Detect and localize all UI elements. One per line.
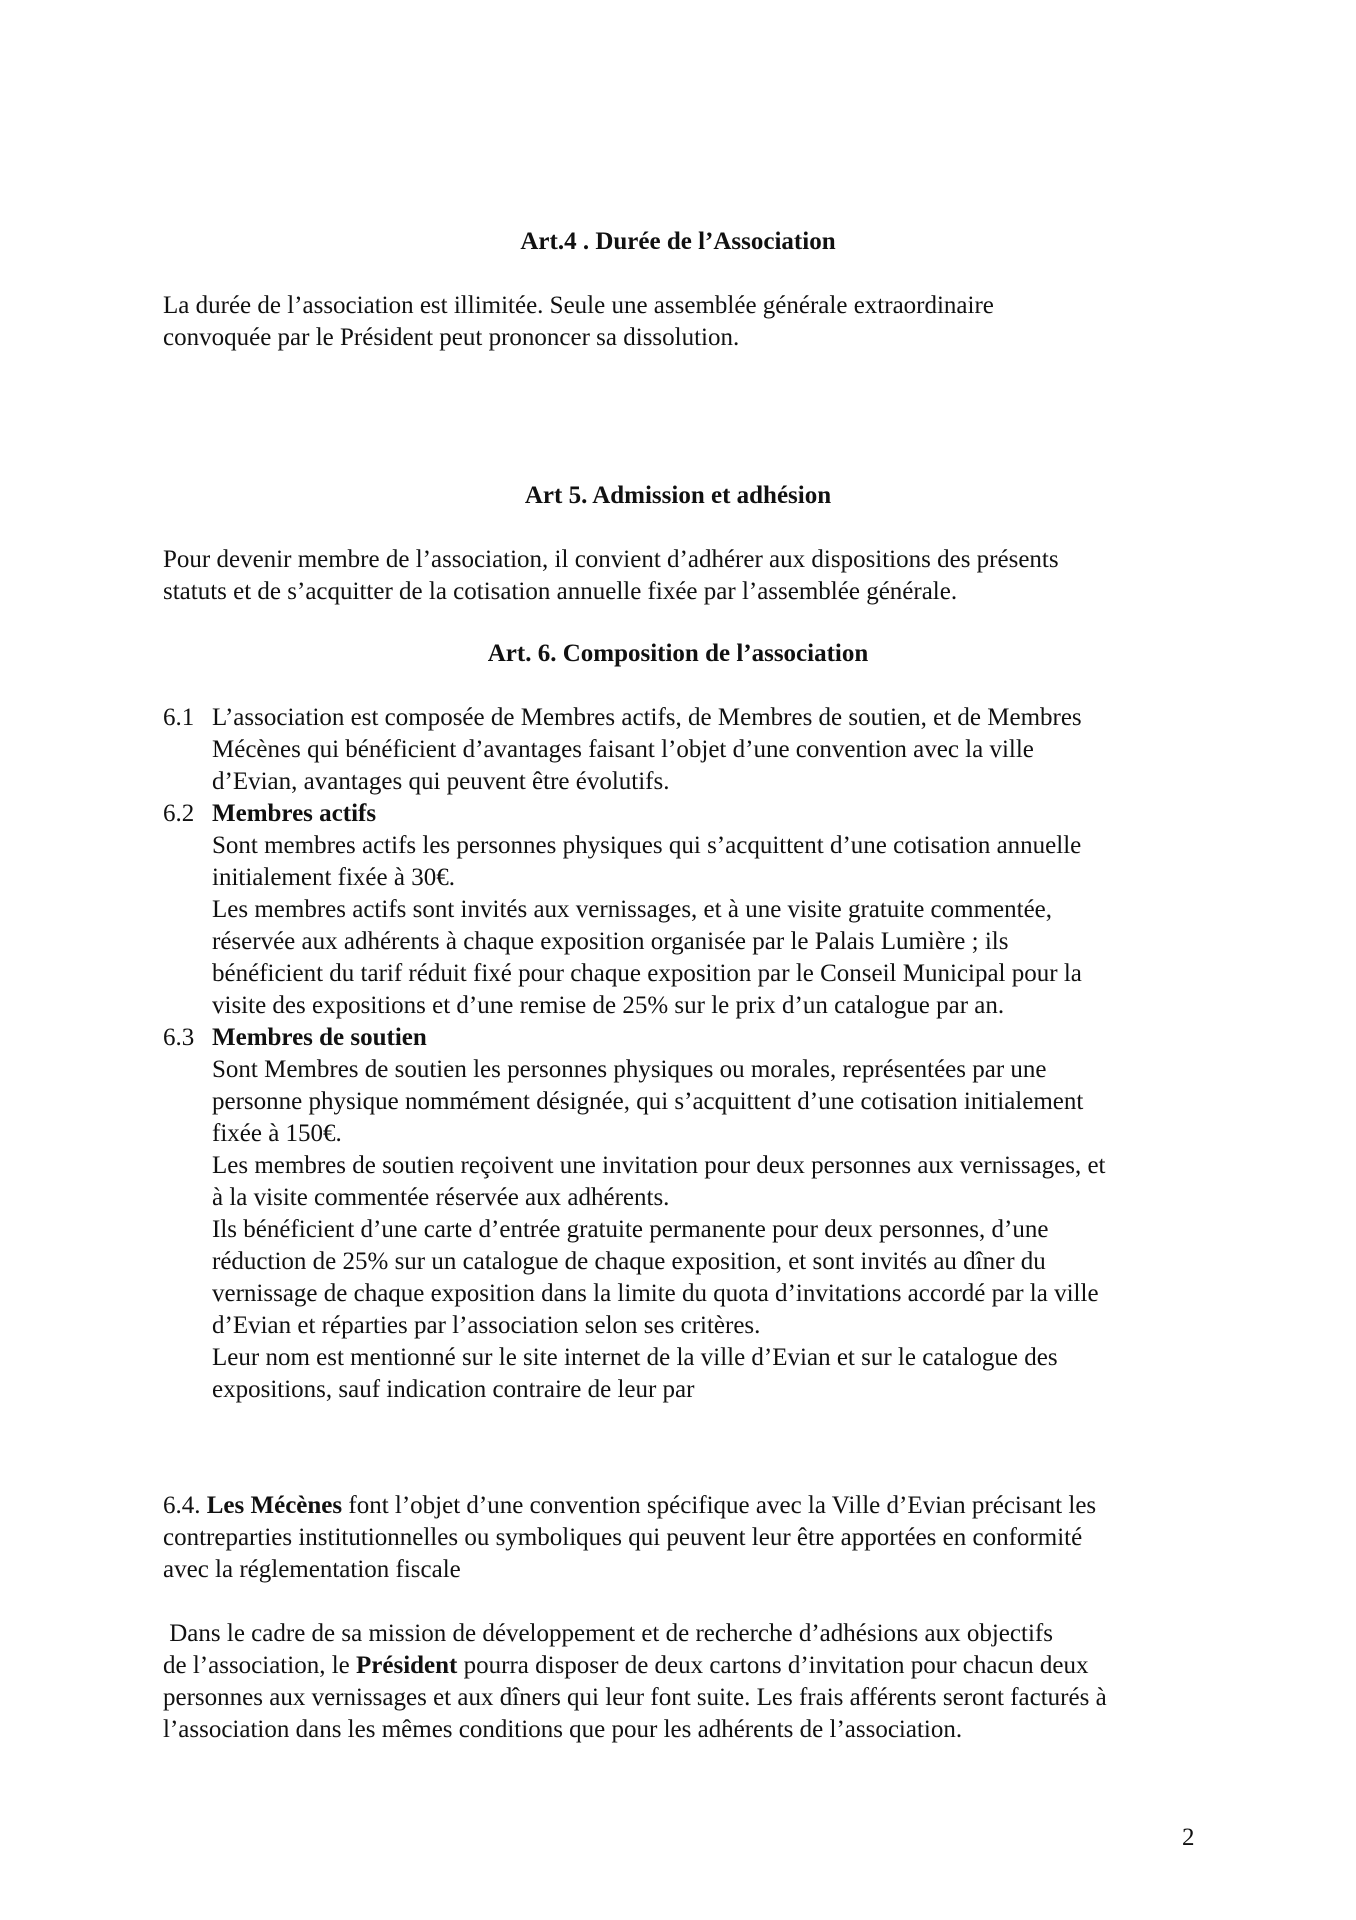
section-6-4-first-line <box>163 1490 1096 1522</box>
section-6-3-line: Leur nom est mentionné sur le site internet de la ville d’Evian et sur le catalogue des <box>212 1344 1058 1371</box>
section-6-2-body <box>212 798 1082 1022</box>
section-6-3-line: Sont Membres de soutien les personnes physiques ou morales, représentées par une <box>212 1056 1047 1083</box>
section-6-4-first-text: font l’objet d’une convention spécifique avec la Ville d’Evian précisant les <box>342 1492 1097 1519</box>
section-6-2-line: initialement fixée à 30€. <box>212 864 455 891</box>
section-6-3-line: expositions, sauf indication contraire de leur par <box>212 1376 695 1403</box>
section-6-4-line: avec la réglementation fiscale <box>163 1556 461 1583</box>
section-6-2-title-line <box>212 798 1082 830</box>
section-6-3-line: fixée à 150€. <box>212 1120 342 1147</box>
section-6-1-body <box>212 702 1082 798</box>
page-number: 2 <box>1182 1824 1195 1851</box>
section-6-2-number: 6.2 <box>163 800 195 827</box>
section-6-2-line: Les membres actifs sont invités aux vernissages, et à une visite gratuite commentée, <box>212 896 1053 923</box>
section-6-3-line: réduction de 25% sur un catalogue de chaque exposition, et sont invités au dîner du <box>212 1248 1046 1275</box>
president-line-2 <box>163 1650 1107 1682</box>
section-6-3-title: Membres de soutien <box>212 1024 427 1051</box>
president-bold: Président <box>356 1652 458 1679</box>
president-line: l’association dans les mêmes conditions que pour les adhérents de l’association. <box>163 1716 963 1743</box>
section-6-4-paragraph <box>163 1490 1096 1586</box>
president-line: personnes aux vernissages et aux dîners qui leur font suite. Les frais afférents seront facturés à <box>163 1684 1107 1711</box>
art4-paragraph <box>163 290 994 354</box>
art4-line: La durée de l’association est illimitée. Seule une assemblée générale extraordinaire <box>163 292 994 319</box>
art4-line: convoquée par le Président peut prononcer sa dissolution. <box>163 324 740 351</box>
section-6-3-number: 6.3 <box>163 1024 195 1051</box>
art4-heading: Art.4 . Durée de l’Association <box>520 228 836 255</box>
president-line: Dans le cadre de sa mission de développement et de recherche d’adhésions aux objectifs <box>163 1620 1053 1647</box>
section-6-3-line: à la visite commentée réservée aux adhérents. <box>212 1184 670 1211</box>
section-6-1-line: L’association est composée de Membres actifs, de Membres de soutien, et de Membres <box>212 704 1082 731</box>
section-6-3-body <box>212 1022 1106 1406</box>
section-6-4-number: 6.4. <box>163 1492 201 1519</box>
section-6-2-line: bénéficient du tarif réduit fixé pour chaque exposition par le Conseil Municipal pour la <box>212 960 1082 987</box>
section-6-2-title: Membres actifs <box>212 800 377 827</box>
president-line2-pre: de l’association, le <box>163 1652 356 1679</box>
section-6-2-line: Sont membres actifs les personnes physiques qui s’acquittent d’une cotisation annuelle <box>212 832 1082 859</box>
art5-line: Pour devenir membre de l’association, il convient d’adhérer aux dispositions des présents <box>163 546 1059 573</box>
section-6-3-title-line <box>212 1022 1106 1054</box>
section-6-3-line: Ils bénéficient d’une carte d’entrée gratuite permanente pour deux personnes, d’une <box>212 1216 1049 1243</box>
section-6-3-line: vernissage de chaque exposition dans la limite du quota d’invitations accordé par la ville <box>212 1280 1099 1307</box>
president-paragraph <box>163 1618 1107 1746</box>
section-6-1-line: Mécènes qui bénéficient d’avantages faisant l’objet d’une convention avec la ville <box>212 736 1034 763</box>
section-6-1-line: d’Evian, avantages qui peuvent être évolutifs. <box>212 768 670 795</box>
section-6-2-line: visite des expositions et d’une remise de 25% sur le prix d’un catalogue par an. <box>212 992 1005 1019</box>
section-6-4-title: Les Mécènes <box>206 1492 343 1519</box>
president-line2-post: pourra disposer de deux cartons d’invitation pour chacun deux <box>457 1652 1089 1679</box>
section-6-4-line: contreparties institutionnelles ou symboliques qui peuvent leur être apportées en conformité <box>163 1524 1083 1551</box>
art5-paragraph <box>163 544 1059 608</box>
section-6-1-number: 6.1 <box>163 704 195 731</box>
section-6-2-line: réservée aux adhérents à chaque exposition organisée par le Palais Lumière ; ils <box>212 928 1009 955</box>
section-6-3-line: Les membres de soutien reçoivent une invitation pour deux personnes aux vernissages, et <box>212 1152 1106 1179</box>
art6-heading: Art. 6. Composition de l’association <box>487 640 869 667</box>
art5-heading: Art 5. Admission et adhésion <box>524 482 832 509</box>
section-6-3-line: d’Evian et réparties par l’association selon ses critères. <box>212 1312 761 1339</box>
art5-line: statuts et de s’acquitter de la cotisation annuelle fixée par l’assemblée générale. <box>163 578 958 605</box>
section-6-3-line: personne physique nommément désignée, qui s’acquittent d’une cotisation initialement <box>212 1088 1084 1115</box>
